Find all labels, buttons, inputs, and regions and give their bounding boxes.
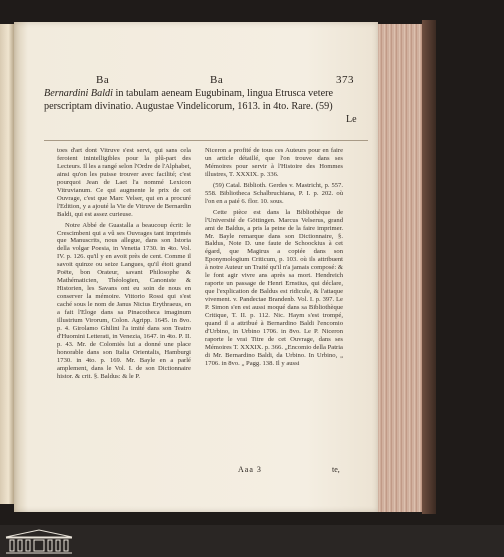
viewer-bottom-bar (0, 525, 504, 557)
book-cover-edge (422, 20, 436, 514)
right-column (205, 147, 343, 368)
library-building-icon (4, 528, 74, 555)
signature-mark: Aaa 3 (238, 465, 262, 474)
page-number: 373 (336, 74, 354, 86)
previous-page-edge (0, 24, 14, 504)
left-paragraph-1: toes d'art dont Vitruve s'est servi, qui sans cela feroient inintelligibles pour la plû-part des Lecteurs. Il les a rangé selon l'Ordre de l'Alphabet, ainsi qu'on les puisse trouver avec facilité; c'est pourquoi Jean de Laet l'a nommé Lexicon Vitruvianum. Ce qui augmente le prix de cet Ouvrage, c'est que Marc Velser, qui en a procuré l'Edition, y a ajouté la Vie de Vitruve de Bernardin Baldi, qui est assez curieuse. (57, 147, 191, 218)
right-paragraph-1: Niceron a profité de tous ces Auteurs pour en faire un article détaillé, que l'on trouve dans ses Mémoires pour servir à l'Histoire des Hommes illustres, T. XXXIX. p. 336. (205, 147, 343, 178)
entry-description: in tabulam aeneam Eugubinam, lingua Etrusca vetere perscriptam divinatio. Augustae Vindelicorum, 1613. in 4to. Rare. (59) (44, 88, 334, 112)
entry-catchword: Le (346, 114, 357, 125)
bibliographic-entry (44, 87, 364, 113)
section-rule (44, 140, 368, 141)
page-block-edges (378, 24, 425, 512)
entry-author: Bernardini Baldi (44, 88, 113, 99)
running-head-center: Ba (210, 74, 224, 86)
right-paragraph-footnote: (59) Catal. Biblioth. Gerdes v. Mastricht, p. 557. 558. Bibliotheca Schalbruchiana, P. I. p. 202. où l'on en a paié 6. flor. 10. sous. (205, 181, 343, 205)
bottom-catchword: te, (332, 465, 340, 474)
left-column (57, 147, 191, 381)
left-paragraph-2: Notre Abbé de Guastalla a beaucoup écrit: le Crescimbeni qui a vû ses Ouvrages tant imprimés que Manuscrits, nous allegue, dans son Istoria della volgar Poesia, in Venetia 1730. in 4to. Vol. IV. p. 126. qu'il y en avoit près de cent. Comme il savoit quinze ou seize Langues, qu'il étoit grand Poëte, bon Orateur, savant Philosophe & Mathématicien, Théologien, Canoniste & Historien, les Savans ont eu soin de nous en conserver la mémoire. Vittorio Rossi qui s'est caché sous le nom de Janus Nicius Erythraeus, en a fait l'Eloge dans sa Pinacotheca imaginum illustrium Virorum, Colon. Agripp. 1645. in 8vo. p. 4. Girolamo Ghilini l'a imité dans son Teatro d'Huomini Letterati, in Venezia, 1647. in 4to. P. II. p. 43. Mr. de Colomiès lui a donné une place honorable dans son Italia Orientalis, Hamburgi 1730. in 4to. p. 169. Mr. Bayle en a parlé amplement, dans le Vol. I. de son Dictionnaire histor. & crit. §. Baldus: & le P. (57, 221, 191, 380)
running-head-left: Ba (96, 74, 110, 86)
right-paragraph-3: Cette pièce est dans la Bibliothèque de l'Université de Göttingen. Marcus Velserus, grand ami de Baldus, a pris la peine de la faire imprimer. Mr. Bayle remarque dans son Dictionnaire, §. Baldus, Note D. une faute de Schoockius à cet égard, que Magirus a copiée dans son Eponymologium Criticum, p. 103. où ils attribuent à notre Auteur un Traité qu'il n'a jamais composé: & le font agir vivre ans après sa mort. Hendreich raporte un passage de Henri Ernstius, qui déclare, que l'explication de Baldus est ridicule, & l'attaque vivement. v. Pandectae Brandenb. Vol. I. p. 397. Le P. Simon s'en est aussi moqué dans sa Bibliothèque Critique, T. II. p. 112. Nic. Haym s'est trompé, quand il a attribué à Bernardino Baldi l'encomio d'Urbino, in Urbino 1706. in 8vo. Le P. Niceron raporte le vrai Titre de cet Ouvrage, dans ses Mémoires T. XXXIX. p. 366. „Encomio della Patria di Mr. Bernardino Baldi, da Urbino. In Urbino, „ 1706. in 8vo. „ Pagg. 138. Il y aussi (205, 208, 343, 367)
